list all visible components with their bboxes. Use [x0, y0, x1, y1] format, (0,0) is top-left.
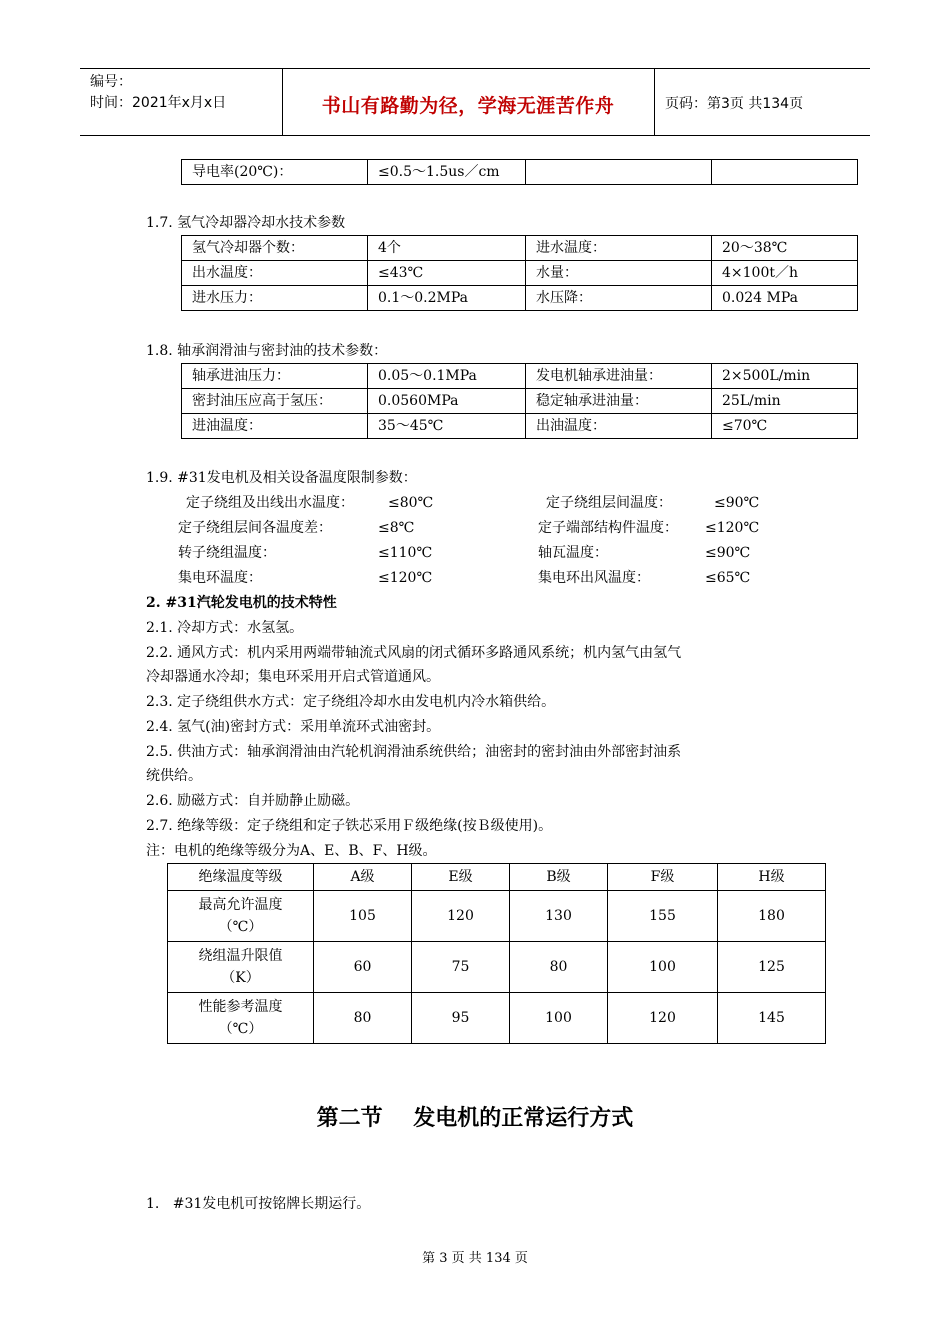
table-cell: 75 [412, 942, 510, 993]
temp-limit-label: 定子绕组层间各温度差： [178, 520, 332, 536]
table-cell: 80 [510, 942, 608, 993]
row-label: 性能参考温度 [198, 999, 283, 1015]
row-label: 绕组温升限值 [198, 948, 283, 964]
table-cell: 145 [718, 993, 826, 1044]
table-cell: 180 [718, 891, 826, 942]
table-header-cell: F级 [608, 864, 718, 891]
table-header-cell: 绝缘温度等级 [168, 864, 314, 891]
table-cell: 125 [718, 942, 826, 993]
table-cell: 水量： [526, 261, 712, 286]
table-row [182, 364, 858, 389]
table-row [168, 993, 826, 1044]
table-cell: 0.05～0.1MPa [368, 364, 526, 389]
paragraph: 2.3. 定子绕组供水方式：定子绕组冷却水由发电机内冷水箱供给。 [146, 694, 556, 710]
table-cell: 25L/min [712, 389, 858, 414]
table-cell: 出水温度： [182, 261, 368, 286]
table-header-cell: A级 [314, 864, 412, 891]
temp-limit-label: 定子绕组层间温度： [546, 495, 672, 511]
table-cell: 0.024 MPa [712, 286, 858, 311]
table-cell: ≤0.5～1.5us／cm [368, 160, 526, 185]
table-cell: 100 [608, 942, 718, 993]
table-cell: 密封油压应高于氢压： [182, 389, 368, 414]
header-time-label: 时间：2021年x月x日 [90, 95, 227, 111]
table-cell: 100 [510, 993, 608, 1044]
header-divider-right [654, 68, 655, 135]
temp-limit-value: ≤120℃ [705, 520, 760, 536]
table-cell: 稳定轴承进油量： [526, 389, 712, 414]
temp-limit-label: 集电环温度： [178, 570, 262, 586]
table-cell: ≤70℃ [712, 414, 858, 439]
table-row [182, 261, 858, 286]
temp-limit-value: ≤90℃ [705, 545, 751, 561]
table-cell: 0.1～0.2MPa [368, 286, 526, 311]
table-cell: 导电率(20℃)： [182, 160, 368, 185]
row-label-cell [168, 891, 314, 942]
row-label: 最高允许温度 [198, 897, 283, 913]
table-cell: 4个 [368, 236, 526, 261]
table-header-cell: B级 [510, 864, 608, 891]
table-cell: 氢气冷却器个数： [182, 236, 368, 261]
table-cell: 80 [314, 993, 412, 1044]
table-cell: ≤43℃ [368, 261, 526, 286]
paragraph: 冷却器通水冷却；集电环采用开启式管道通风。 [146, 669, 440, 685]
table-row [182, 160, 858, 185]
temp-limit-value: ≤80℃ [388, 495, 434, 511]
table-cell: 105 [314, 891, 412, 942]
page-footer: 第 3 页 共 134 页 [422, 1251, 528, 1266]
insulation-class-table [167, 863, 826, 1044]
paragraph: 统供给。 [146, 768, 202, 784]
row-unit: （℃） [218, 919, 263, 935]
paragraph: 2.6. 励磁方式：自并励静止励磁。 [146, 793, 360, 809]
table-cell: 35～45℃ [368, 414, 526, 439]
temp-limit-value: ≤8℃ [378, 520, 415, 536]
temp-limit-value: ≤90℃ [714, 495, 760, 511]
section-1-9-heading: 1.9. #31发电机及相关设备温度限制参数： [146, 470, 417, 486]
temp-limit-value: ≤110℃ [378, 545, 433, 561]
section-1-7-heading: 1.7. 氢气冷却器冷却水技术参数 [146, 215, 346, 231]
table-cell: 120 [412, 891, 510, 942]
table-row [182, 389, 858, 414]
paragraph: 2.1. 冷却方式：水氢氢。 [146, 620, 304, 636]
section-2-heading: 2. #31汽轮发电机的技术特性 [146, 595, 337, 611]
table-cell: 20～38℃ [712, 236, 858, 261]
table-row [182, 286, 858, 311]
table-cell: 130 [510, 891, 608, 942]
table-cell: 4×100t／h [712, 261, 858, 286]
temp-limit-label: 轴瓦温度： [538, 545, 608, 561]
table-cell: 120 [608, 993, 718, 1044]
table-cell: 轴承进油压力： [182, 364, 368, 389]
header-page-label: 页码：第3页 共134页 [665, 96, 804, 112]
row-label-cell [168, 942, 314, 993]
temp-limit-label: 集电环出风温度： [538, 570, 650, 586]
table-cell: 0.0560MPa [368, 389, 526, 414]
note: 注：电机的绝缘等级分为A、E、B、F、H级。 [146, 843, 437, 859]
table-cell: 发电机轴承进油量： [526, 364, 712, 389]
table-cell: 进水压力： [182, 286, 368, 311]
table-cell: 进水温度： [526, 236, 712, 261]
paragraph: 1. #31发电机可按铭牌长期运行。 [146, 1196, 371, 1212]
hydrogen-cooler-table [181, 235, 858, 311]
table-row [168, 891, 826, 942]
table-cell: 进油温度： [182, 414, 368, 439]
table-cell: 2×500L/min [712, 364, 858, 389]
table-cell: 出油温度： [526, 414, 712, 439]
conductivity-table [181, 159, 858, 185]
paragraph: 2.4. 氢气(油)密封方式：采用单流环式油密封。 [146, 719, 441, 735]
header-top-rule [80, 68, 870, 69]
table-row [168, 942, 826, 993]
header-meta [90, 72, 226, 114]
table-cell: 水压降： [526, 286, 712, 311]
oil-params-table [181, 363, 858, 439]
table-cell [712, 160, 858, 185]
table-cell: 155 [608, 891, 718, 942]
section-title: 第二节 发电机的正常运行方式 [316, 1106, 634, 1131]
section-1-8-heading: 1.8. 轴承润滑油与密封油的技术参数： [146, 343, 388, 359]
temp-limit-label: 转子绕组温度： [178, 545, 276, 561]
row-unit: （℃） [218, 1021, 263, 1037]
temp-limit-label: 定子绕组及出线出水温度： [186, 495, 354, 511]
temp-limit-value: ≤120℃ [378, 570, 433, 586]
header-bottom-rule [80, 135, 870, 136]
table-row [182, 236, 858, 261]
table-cell: 60 [314, 942, 412, 993]
row-unit: （K） [221, 970, 260, 986]
row-label-cell [168, 993, 314, 1044]
paragraph: 2.7. 绝缘等级：定子绕组和定子铁芯采用Ｆ级绝缘(按Ｂ级使用)。 [146, 818, 553, 834]
paragraph: 2.5. 供油方式：轴承润滑油由汽轮机润滑油系统供给；油密封的密封油由外部密封油系 [146, 744, 682, 760]
table-cell: 95 [412, 993, 510, 1044]
temp-limit-value: ≤65℃ [705, 570, 751, 586]
temp-limit-label: 定子端部结构件温度： [538, 520, 678, 536]
table-cell [526, 160, 712, 185]
header-motto: 书山有路勤为径，学海无涯苦作舟 [321, 95, 615, 117]
table-header-cell: H级 [718, 864, 826, 891]
paragraph: 2.2. 通风方式：机内采用两端带轴流式风扇的闭式循环多路通风系统；机内氢气由氢气 [146, 645, 682, 661]
table-header-row [168, 864, 826, 891]
table-row [182, 414, 858, 439]
table-header-cell: E级 [412, 864, 510, 891]
header-number-label: 编号： [90, 74, 132, 90]
